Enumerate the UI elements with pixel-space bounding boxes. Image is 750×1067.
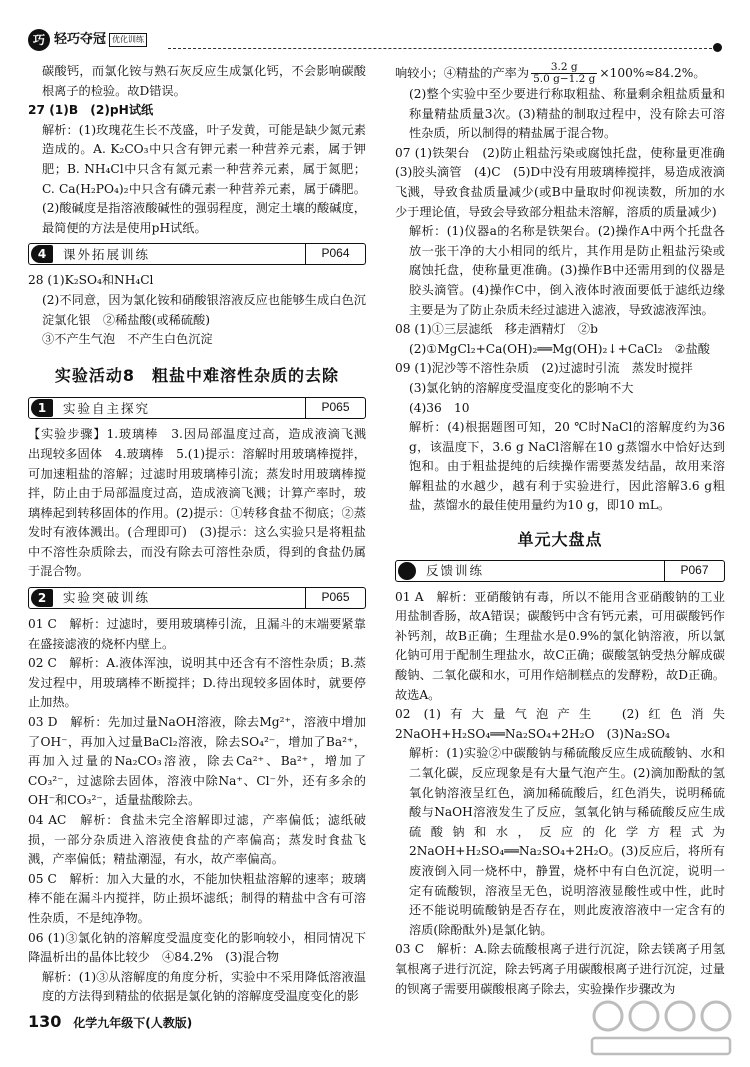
explanation-02: 解析：(1)实验②中碳酸钠与稀硫酸反应生成硫酸钠、水和二氧化碳，反应现象是有大量气泡产生。(2)滴加酚酞的氢氧化钠溶液呈红色，滴加稀硫酸后，红色消失，说明稀硫酸与NaOH溶液发生了反应，氢氧化钠与稀硫酸反应生成硫酸钠和水，反应的化学方程式为2NaOH+H₂SO₄══Na₂SO₄+2H₂O。(3)反应后，将所有废液倒入同一烧杯中，静置，烧杯中有白色沉淀，说明一定有硫酸钡，溶液呈无色，说明溶液显酸性或中性，此时还不能说明硫酸钠是否存在，则此废液溶液中一定含有的溶质(除酚酞外)是氯化钠。 xyxy=(409,746,725,937)
section-title: 课外拓展训练 xyxy=(63,246,151,262)
section-title: 实验突破训练 xyxy=(63,590,151,606)
answer-08-2: (2)①MgCl₂+Ca(OH)₂══Mg(OH)₂↓+CaCl₂ ②盐酸 xyxy=(409,341,710,356)
fraction-numerator: 3.2 g xyxy=(531,62,597,74)
logo-subtext: 优化训练 xyxy=(109,33,147,47)
section-dot-icon xyxy=(398,562,416,580)
answer-09-3: (3)氯化钠的溶解度受温度变化的影响不大 xyxy=(409,380,634,395)
fraction-denominator: 5.0 g−1.2 g xyxy=(533,73,596,85)
section-title: 反馈训练 xyxy=(426,562,485,578)
logo-icon: 巧 xyxy=(28,29,50,51)
answer-03: 03 D 解析：先加过量NaOH溶液，除去Mg²⁺，溶液中增加了OH⁻，再加入过量BaCl₂溶液，除去SO₄²⁻，增加了Ba²⁺，再加入过量的Na₂CO₃溶液，除去Ca²⁺、Ba²⁺，增加了CO₃²⁻，过滤除去固体，溶液中除Na⁺、Cl⁻外，还有多余的OH⁻和CO₃²⁻，适量盐酸除去。 xyxy=(28,715,366,808)
paragraph: 碳酸钙，而氯化铵与熟石灰反应生成氯化钙，不会影响碳酸根离子的检验。故D错误。 xyxy=(42,64,366,98)
header-dashed-rule xyxy=(168,48,712,49)
right-column xyxy=(395,61,738,999)
brand-logo xyxy=(28,28,178,52)
answer-01: 01 A 解析：亚硝酸钠有毒，所以不能用含亚硝酸钠的工业用盐制香肠，故A错误；碳酸钙中含有钙元素，可用碳酸钙作补钙剂，故B正确；生理盐水是0.9%的氯化钠溶液，所以氯化钠可用于配制生理盐水，故C正确；碳酸氢钠受热分解成碳酸钠、二氧化碳和水，可用作焙制糕点的发酵粉，故D正确。故选A。 xyxy=(395,589,725,702)
answer-02: 02 (1)有大量气泡产生 (2)红色消失 2NaOH+H₂SO₄══Na₂SO₄+2H₂O (3)Na₂SO₄ xyxy=(395,707,738,741)
answer-28-2: (2)不同意，因为氯化铵和硝酸银溶液反应也能够生成白色沉淀氯化银 ②稀盐酸(或稀硫酸) xyxy=(42,292,366,327)
formula-suffix: ×100%≈84.2%。 xyxy=(599,66,706,80)
explanation-27: 解析：(1)玫瑰花生长不茂盛，叶子发黄，可能是缺少氮元素造成的。A. K₂CO₃中只含有钾元素一种营养元素，属于钾肥；B. NH₄Cl中只含有氮元素一种营养元素，属于氮肥；C. Ca(H₂PO₄)₂中只含有磷元素一种营养元素，属于磷肥。(2)酸碱度是指溶液酸碱性的强弱程度，测定土壤的酸碱度，最简便的方法是使用pH试纸。 xyxy=(42,122,366,235)
page-number: 130 xyxy=(28,1012,62,1031)
explanation-06: 解析：(1)③从溶解度的角度分析，实验中不采用降低溶液温度的方法得到精盐的依据是氯化钠的溶解度受温度变化的影 xyxy=(42,969,366,1004)
logo-text: 轻巧夺冠 xyxy=(54,32,107,48)
section-title: 实验自主探究 xyxy=(63,400,151,416)
explanation-07: 解析：(1)仪器a的名称是铁架台。(2)操作A中两个托盘各放一张干净的大小相同的纸片，其作用是防止粗盐污染或腐蚀托盘，使称量更准确。(3)操作B中还需用到的仪器是胶头滴管。(4)操作C中，倒入液体时液面要低于滤纸边缘主要是为了防止杂质未经过滤进入滤液，导致滤液浑浊。 xyxy=(409,224,725,317)
page-ref: P065 xyxy=(305,398,365,418)
answer-02: 02 C 解析：A.液体浑浊，说明其中还含有不溶性杂质；B.蒸发过程中，用玻璃棒不断搅拌；D.待出现较多固体时，就要停止加热。 xyxy=(28,656,366,710)
activity-title: 实验活动8 粗盐中难溶性杂质的去除 xyxy=(54,365,340,385)
section-number-badge: 4 xyxy=(31,245,53,263)
answer-28-3: ③不产生气泡 不产生白色沉淀 xyxy=(42,332,213,347)
answer-08: 08 (1)①三层滤纸 移走酒精灯 ②b xyxy=(395,322,598,337)
section-feedback-training xyxy=(395,560,725,582)
answer-04: 04 AC 解析：食盐未完全溶解即过滤，产率偏低；滤纸破损，一部分杂质进入溶液使食盐的产率偏高；蒸发时食盐飞溅，产率偏低；精盐潮湿，有水，故产率偏高。 xyxy=(28,813,366,867)
page-footer xyxy=(28,1012,348,1034)
section-number-badge: 2 xyxy=(31,589,53,607)
watermark-logo-icon xyxy=(586,996,736,1058)
section-self-exploration xyxy=(28,397,366,419)
section-extension-training xyxy=(28,243,366,265)
answer-09-4: (4)36 10 xyxy=(409,400,470,415)
paragraph: (2)整个实验中至少要进行称取粗盐、称量剩余粗盐质量和称量精盐质量3次。(3)精盐的制取过程中，没有除去可溶性杂质，所以制得的精盐属于混合物。 xyxy=(409,87,725,141)
answer-03: 03 C 解析：A.除去硫酸根离子进行沉淀，除去镁离子用氢氧根离子进行沉淀，除去钙离子用碳酸根离子进行沉淀，过量的钡离子需要用碳酸根离子除去，实验操作步骤改为 xyxy=(395,942,725,996)
page-ref: P065 xyxy=(305,588,365,608)
answer-28: 28 (1)K₂SO₄和NH₄Cl xyxy=(28,273,154,288)
explanation-09: 解析：(4)根据题图可知，20 ℃时NaCl的溶解度约为36 g，该温度下，3.6 g NaCl溶解在10 g蒸馏水中恰好达到饱和。由于粗盐提纯的后续操作需要蒸发结晶，故用来溶解粗盐的水越少，越有利于实验进行，因此溶解3.6 g粗盐，蒸馏水的最佳使用量约为10 g，即10 mL。 xyxy=(409,420,725,513)
left-column xyxy=(28,62,379,1007)
formula-prefix: 响较小；④精盐的产率为 xyxy=(395,66,530,80)
answer-06: 06 (1)③氯化钠的溶解度受温度变化的影响较小，相同情况下降温析出的晶体比较少 ④84.2% (3)混合物 xyxy=(28,930,366,965)
yield-fraction xyxy=(531,62,597,85)
yield-formula xyxy=(395,62,725,85)
book-title: 化学九年级下(人教版) xyxy=(73,1016,193,1030)
answer-09: 09 (1)泥沙等不溶性杂质 (2)过滤时引流 蒸发时搅拌 xyxy=(395,361,693,376)
answer-27: 27 (1)B (2)pH试纸 xyxy=(28,103,154,118)
unit-review-title: 单元大盘点 xyxy=(517,530,603,550)
answer-01: 01 C 解析：过滤时，要用玻璃棒引流，且漏斗的末端要紧靠在盛接滤液的烧杯内壁上。 xyxy=(28,617,366,651)
experiment-steps: 【实验步骤】1.玻璃棒 3.因局部温度过高，造成液滴飞溅 出现较多固体 4.玻璃棒 5.(1)提示：溶解时用玻璃棒搅拌，可加速粗盐的溶解；过滤时用玻璃棒引流；蒸发时用玻璃棒搅拌，防止由于局部温度过高，造成液滴飞溅；计算产率时，玻璃棒起到转移固体的作用。(2)提示：①转移食盐不彻底；②蒸发时有液体溅出。(合理即可) (3)提示：这么实验只是将粗盐中不溶性杂质除去，而没有除去可溶性杂质，得到的食盐仍属于混合物。 xyxy=(28,427,379,579)
answer-07: 07 (1)铁架台 (2)防止粗盐污染或腐蚀托盘，使称量更准确 (3)胶头滴管 (4)C (5)D中没有用玻璃棒搅拌，易造成液滴飞溅，导致食盐质量减少(或B中量取时仰视读数，所加的水少于理论值，导致会导致部分粗盐未溶解，溶质的质量减少) xyxy=(395,145,738,219)
page-header xyxy=(28,28,722,58)
answer-05: 05 C 解析：加入大量的水，不能加快粗盐溶解的速率；玻璃棒不能在漏斗内搅拌，防止损坏滤纸；制得的精盐中含有可溶性杂质，不是纯净物。 xyxy=(28,871,366,925)
page-ref: P064 xyxy=(305,244,365,264)
section-breakthrough-training xyxy=(28,587,366,609)
section-number-badge: 1 xyxy=(31,399,53,417)
header-dot-icon xyxy=(713,43,722,52)
page-ref: P067 xyxy=(664,561,724,581)
